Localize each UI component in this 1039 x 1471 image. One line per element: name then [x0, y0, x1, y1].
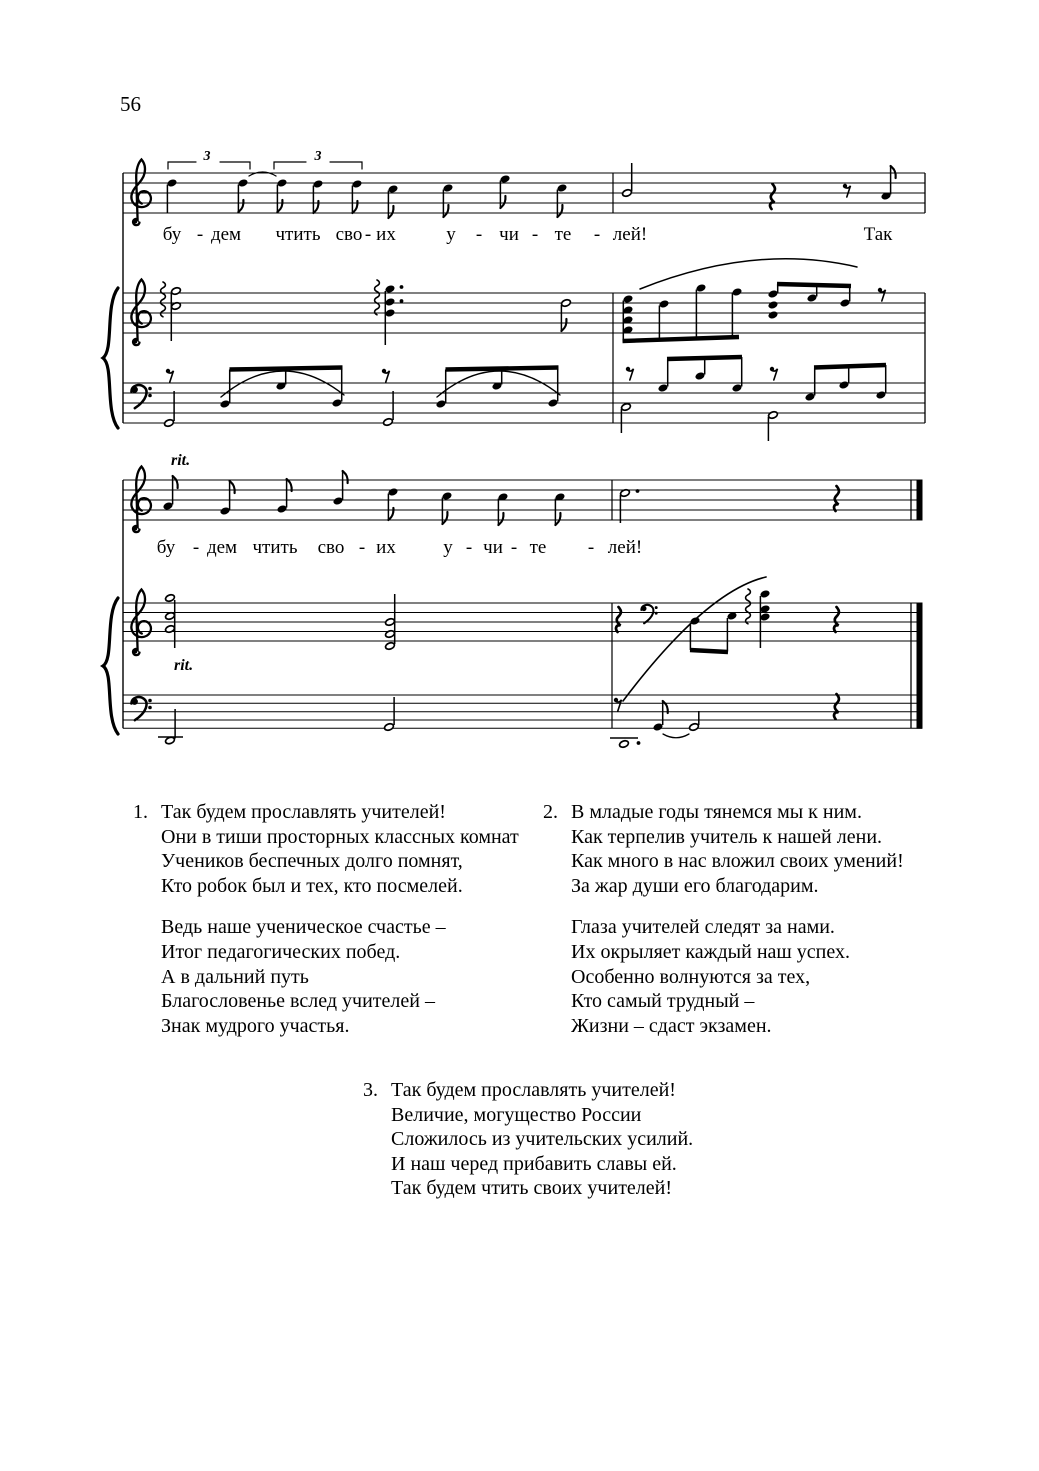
lyric-syllable: -: [358, 537, 366, 558]
verse-line: Они в тиши просторных классных комнат: [161, 825, 519, 848]
lyric-syllable: -: [364, 224, 372, 245]
lyric-syllable: те: [529, 537, 547, 558]
verse-line: Их окрыляет каждый наш успех.: [571, 940, 850, 963]
lyric-syllable: -: [510, 537, 518, 558]
lyric-syllable: -: [196, 224, 204, 245]
lyric-syllable: дем: [206, 537, 238, 558]
verse-line: И наш черед прибавить славы ей.: [391, 1152, 677, 1175]
lyric-syllable: их: [376, 537, 396, 558]
verse-line: Ведь наше ученическое счастье –: [161, 916, 446, 939]
lyric-syllable: -: [192, 537, 200, 558]
lyric-syllable: -: [593, 224, 601, 245]
lyric-syllable: дем: [210, 224, 242, 245]
lyric-syllable: у: [443, 537, 453, 558]
verse-line: А в дальний путь: [161, 965, 309, 988]
verse-line: Благословенье вслед учителей –: [161, 990, 435, 1013]
page-number: 56: [120, 92, 141, 116]
verse-1: [133, 800, 519, 1038]
verse-line: Как много в нас вложил своих умений!: [571, 850, 904, 873]
lyric-syllable: чи: [499, 224, 519, 245]
verse-line: Глаза учителей следят за нами.: [571, 916, 835, 939]
lyric-syllable: чтить: [252, 537, 298, 558]
lyric-syllable: у: [446, 224, 456, 245]
verse-line: В младые годы тянемся мы к ним.: [571, 801, 862, 823]
lyric-syllable: -: [475, 224, 483, 245]
verse-line: Знак мудрого участья.: [161, 1014, 350, 1037]
verse-number: 2.: [543, 801, 558, 823]
triplet-number: 3: [314, 149, 322, 164]
verse-line: Так будем прославлять учителей!: [391, 1079, 676, 1101]
rit-marking-vocal: rit.: [171, 452, 191, 469]
lyric-syllable: лей!: [612, 224, 648, 245]
lyric-syllable: -: [465, 537, 473, 558]
verse-3: [363, 1078, 693, 1201]
lyric-syllable: бу: [156, 537, 176, 558]
rit-marking-piano: rit.: [174, 657, 194, 674]
verse-line: Величие, могущество России: [391, 1103, 642, 1126]
lyric-syllable: сво: [335, 224, 363, 245]
lyric-syllable: бу: [162, 224, 182, 245]
verse-line: Жизни – сдаст экзамен.: [571, 1014, 772, 1037]
verse-line: Особенно волнуются за тех,: [571, 965, 811, 988]
verse-line: Кто робок был и тех, кто посмелей.: [161, 874, 463, 897]
verse-line: Так будем чтить своих учителей!: [391, 1177, 673, 1200]
lyric-syllable: чтить: [275, 224, 321, 245]
lyric-syllable: лей!: [607, 537, 643, 558]
triplet-number: 3: [203, 149, 211, 164]
notes-and-symbols: [103, 160, 925, 749]
verse-line: Как терпелив учитель к нашей лени.: [571, 825, 883, 848]
verse-number: 3.: [363, 1079, 378, 1101]
lyric-syllable: -: [587, 537, 595, 558]
verse-line: Итог педагогических побед.: [161, 940, 401, 963]
verse-line: Учеников беспечных долго помнят,: [161, 850, 463, 873]
lyric-syllable: их: [376, 224, 396, 245]
lyric-syllable: Так: [863, 224, 893, 245]
verse-number: 1.: [133, 801, 148, 823]
verse-line: Сложилось из учительских усилий.: [391, 1128, 694, 1151]
lyric-syllable: те: [554, 224, 572, 245]
lyric-syllable: сво: [317, 537, 345, 558]
verse-line: Так будем прославлять учителей!: [161, 801, 446, 823]
lyric-syllable: чи: [483, 537, 503, 558]
verse-line: За жар души его благодарим.: [571, 874, 819, 897]
lyric-syllable: -: [531, 224, 539, 245]
verse-2: [543, 800, 904, 1038]
staff-lines: [123, 173, 925, 728]
verse-line: Кто самый трудный –: [571, 990, 755, 1013]
